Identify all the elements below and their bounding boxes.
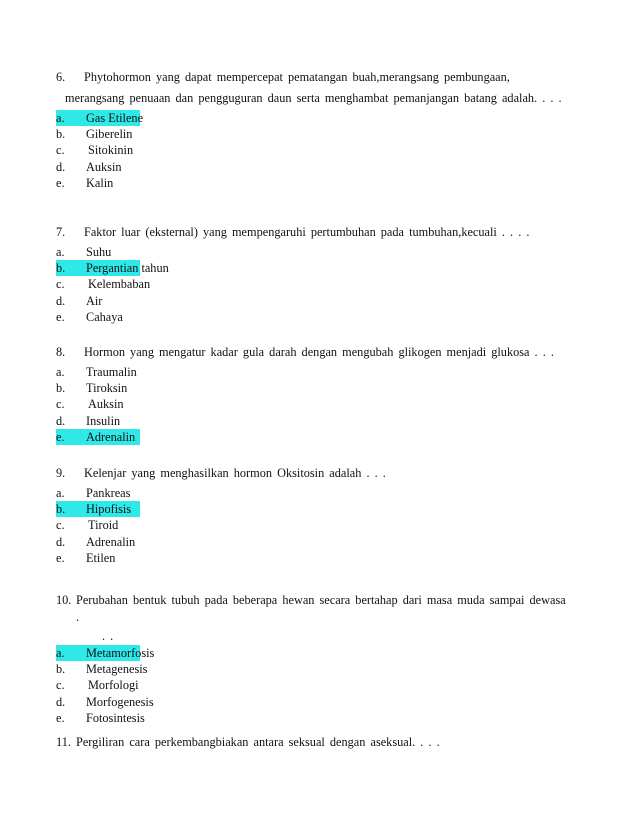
option-c: c. Morfologi xyxy=(56,678,139,693)
option-text: Adrenalin xyxy=(86,534,136,549)
option-list xyxy=(56,244,566,325)
option-text: Kelembaban xyxy=(88,277,151,292)
question-number: 8. xyxy=(56,345,66,359)
question-stem xyxy=(56,465,566,482)
option-text: Sitokinin xyxy=(88,143,134,158)
option-b: b. Pergantian tahun xyxy=(56,260,566,276)
question-stem xyxy=(56,224,566,241)
question-8 xyxy=(56,344,566,445)
option-c: c. Sitokinin xyxy=(56,143,134,158)
option-d: d. Air xyxy=(56,293,103,308)
option-list xyxy=(56,110,566,191)
option-text: Suhu xyxy=(86,245,112,259)
question-text-continued: . . xyxy=(102,629,114,643)
option-text: Gas Etilene xyxy=(86,111,144,125)
question-number: 10. xyxy=(56,593,72,607)
question-stem xyxy=(56,69,566,86)
option-list xyxy=(56,485,566,566)
question-text: Perubahan bentuk tubuh pada beberapa hewan secara bertahap dari masa muda sampai dewasa . xyxy=(76,593,566,624)
option-c: c. Auksin xyxy=(56,397,124,412)
option-text: Morfologi xyxy=(88,678,139,693)
option-text: Cahaya xyxy=(86,309,123,324)
option-text: Giberelin xyxy=(86,127,133,142)
option-text: Kalin xyxy=(86,175,114,190)
question-number: 11. xyxy=(56,735,71,749)
question-6 xyxy=(56,69,566,191)
option-text: Pergantian tahun xyxy=(86,261,169,276)
question-text: Phytohormon yang dapat mempercepat pematangan buah,merangsang pembungaan, xyxy=(84,70,510,84)
question-number: 6. xyxy=(56,70,66,84)
option-e: e. Adrenalin xyxy=(56,429,566,445)
option-text: Pankreas xyxy=(86,486,131,500)
option-list xyxy=(56,645,566,726)
option-text: Tiroid xyxy=(88,518,119,533)
option-b: b. Hipofisis xyxy=(56,501,566,517)
question-text: Kelenjar yang menghasilkan hormon Oksitosin adalah . . . xyxy=(84,466,386,480)
question-9 xyxy=(56,465,566,566)
option-d: d. Insulin xyxy=(56,413,121,428)
question-7 xyxy=(56,224,566,325)
option-list xyxy=(56,364,566,445)
question-text: Pergiliran cara perkembangbiakan antara seksual dengan aseksual. . . . xyxy=(76,735,440,749)
question-10 xyxy=(56,592,566,726)
option-d: d. Auksin xyxy=(56,159,122,174)
question-number: 7. xyxy=(56,225,66,239)
option-a: a. Metamorfosis xyxy=(56,645,566,661)
question-stem xyxy=(56,592,566,626)
option-b: b. Metagenesis xyxy=(56,662,148,677)
question-stem xyxy=(56,734,566,751)
option-a: a. Traumalin xyxy=(56,365,137,379)
question-text: Hormon yang mengatur kadar gula darah dengan mengubah glikogen menjadi glukosa . . . xyxy=(84,345,554,359)
option-text: Hipofisis xyxy=(86,502,132,517)
option-a: a. Gas Etilene xyxy=(56,110,566,126)
option-a: a. Pankreas xyxy=(56,486,131,500)
option-c: c. Tiroid xyxy=(56,518,119,533)
option-text: Adrenalin xyxy=(86,429,136,444)
option-e: e. Kalin xyxy=(56,175,114,190)
option-text: Insulin xyxy=(86,413,121,428)
option-text: Auksin xyxy=(88,397,124,412)
option-text: Traumalin xyxy=(86,365,137,379)
question-stem xyxy=(56,344,566,361)
question-text: Faktor luar (eksternal) yang mempengaruhi pertumbuhan pada tumbuhan,kecuali . . . . xyxy=(84,225,530,239)
option-text: Metamorfosis xyxy=(86,646,155,660)
option-text: Morfogenesis xyxy=(86,694,154,709)
option-text: Auksin xyxy=(86,159,122,174)
option-text: Metagenesis xyxy=(86,662,148,677)
option-b: b. Giberelin xyxy=(56,127,133,142)
option-a: a. Suhu xyxy=(56,245,112,259)
option-d: d. Morfogenesis xyxy=(56,694,154,709)
option-e: e. Etilen xyxy=(56,550,116,565)
option-text: Etilen xyxy=(86,550,116,565)
option-text: Air xyxy=(86,293,103,308)
question-number: 9. xyxy=(56,466,66,480)
option-e: e. Cahaya xyxy=(56,309,123,324)
option-text: Tiroksin xyxy=(86,381,128,396)
question-text-continued: merangsang penuaan dan pengguguran daun serta menghambat pemanjangan batang adalah. . . . xyxy=(65,91,562,105)
option-b: b. Tiroksin xyxy=(56,381,128,396)
option-text: Fotosintesis xyxy=(86,710,145,725)
option-d: d. Adrenalin xyxy=(56,534,136,549)
question-11 xyxy=(56,734,566,751)
option-c: c. Kelembaban xyxy=(56,277,151,292)
option-e: e. Fotosintesis xyxy=(56,710,145,725)
